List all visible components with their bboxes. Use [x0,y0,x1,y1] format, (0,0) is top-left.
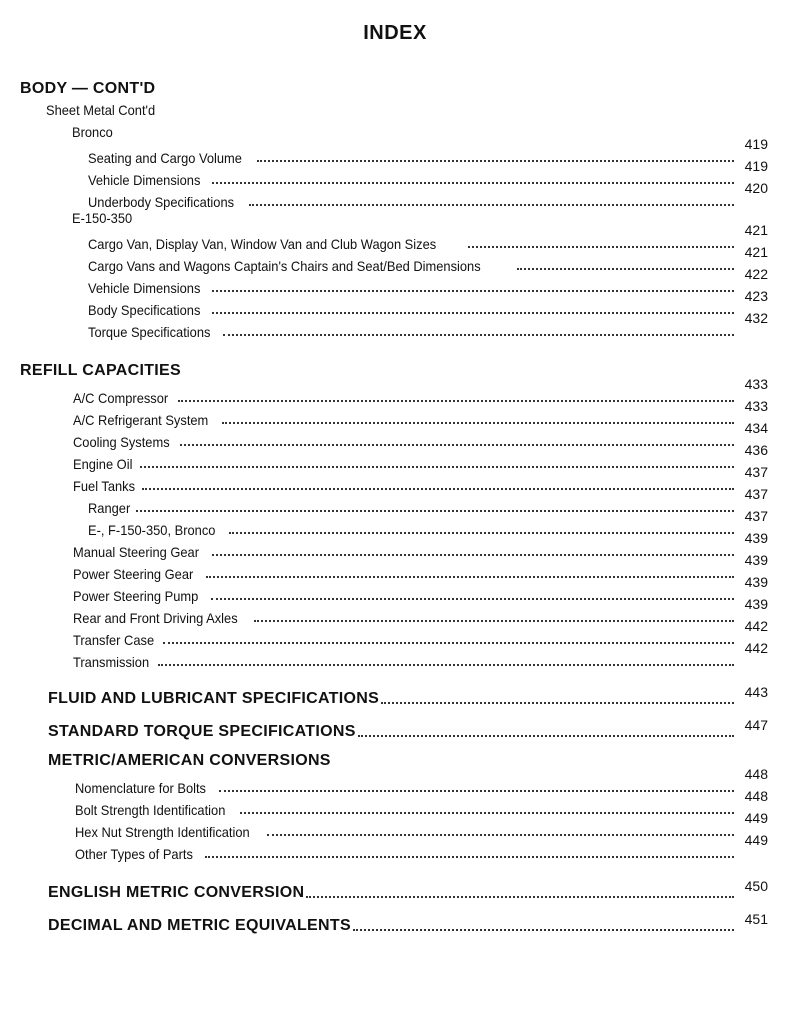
index-entry[interactable] [88,486,768,516]
entry-label: Bolt Strength Identification [75,802,226,818]
dot-leader [163,642,734,644]
entry-label: Ranger [88,500,131,516]
entry-label: Fuel Tanks [73,478,136,494]
dot-leader [381,702,734,704]
entry-label: Rear and Front Driving Axles [73,610,238,626]
dot-leader [178,400,734,402]
entry-label: Vehicle Dimensions [88,172,201,188]
dot-leader [306,896,734,898]
index-entry-english[interactable] [48,880,768,902]
page-number: 419 [744,158,768,174]
entry-label: DECIMAL AND METRIC EQUIVALENTS [48,917,351,934]
entry-label: A/C Refrigerant System [73,412,209,428]
page-number: 450 [744,878,768,894]
page-number: 439 [744,552,768,568]
dot-leader [249,204,734,206]
dot-leader [254,620,734,622]
page-number: 439 [744,574,768,590]
subsection-sheet-metal: Sheet Metal Cont'd [46,102,156,118]
section-heading-metric: METRIC/AMERICAN CONVERSIONS [48,752,331,769]
dot-leader [353,929,734,931]
entry-label: Body Specifications [88,302,201,318]
page-number: 448 [744,788,768,804]
dot-leader [142,488,734,490]
entry-label: Power Steering Pump [73,588,199,604]
entry-label: ENGLISH METRIC CONVERSION [48,884,305,901]
page-number: 439 [744,596,768,612]
page-title: INDEX [363,22,427,44]
entry-label: Torque Specifications [88,324,211,340]
page-number: 442 [744,640,768,656]
page-number: 451 [744,911,768,927]
entry-label: Transmission [73,654,150,670]
page-number: 432 [744,310,768,326]
dot-leader [229,532,734,534]
dot-leader [219,790,734,792]
page-number: 419 [744,136,768,152]
page-number: 433 [744,398,768,414]
entry-label: Underbody Specifications [88,194,235,210]
index-entry-torque[interactable] [48,719,768,741]
dot-leader [212,554,734,556]
entry-label: Hex Nut Strength Identification [75,824,250,840]
entry-label: A/C Compressor [73,390,169,406]
subsection-bronco: Bronco [72,124,113,140]
entry-label: Engine Oil [73,456,133,472]
page-number: 442 [744,618,768,634]
page-number: 443 [744,684,768,700]
dot-leader [212,312,734,314]
page-number: 437 [744,464,768,480]
dot-leader [222,422,734,424]
dot-leader [517,268,734,270]
dot-leader [257,160,734,162]
dot-leader [211,598,734,600]
section-heading-body: BODY — CONT'D [20,80,156,97]
page-number: 437 [744,508,768,524]
dot-leader [205,856,734,858]
page-number: 437 [744,486,768,502]
dot-leader [468,246,734,248]
page-number: 449 [744,832,768,848]
page-number: 423 [744,288,768,304]
page-number: 433 [744,376,768,392]
subsection-e150-350: E-150-350 [72,210,133,226]
entry-label: Cargo Vans and Wagons Captain's Chairs and Seat/Bed Dimensions [88,258,481,274]
index-entry[interactable] [88,136,768,166]
page-number: 420 [744,180,768,196]
dot-leader [206,576,734,578]
page-number: 421 [744,244,768,260]
entry-label: Power Steering Gear [73,566,194,582]
entry-label: STANDARD TORQUE SPECIFICATIONS [48,723,356,740]
page-number: 439 [744,530,768,546]
section-heading-refill: REFILL CAPACITIES [20,362,181,379]
page-number: 447 [744,717,768,733]
index-entry[interactable] [73,376,768,406]
dot-leader [212,182,734,184]
page-number: 448 [744,766,768,782]
entry-label: Nomenclature for Bolts [75,780,207,796]
entry-label: Manual Steering Gear [73,544,200,560]
entry-label: Cargo Van, Display Van, Window Van and Club Wagon Sizes [88,236,437,252]
index-entry-fluid[interactable] [48,686,768,708]
entry-label: Other Types of Parts [75,846,193,862]
dot-leader [180,444,734,446]
index-entry[interactable] [75,766,768,796]
page-number: 422 [744,266,768,282]
dot-leader [212,290,734,292]
page-number: 421 [744,222,768,238]
dot-leader [158,664,734,666]
entry-label: Cooling Systems [73,434,170,450]
entry-label: FLUID AND LUBRICANT SPECIFICATIONS [48,690,380,707]
page-number: 434 [744,420,768,436]
entry-label: Seating and Cargo Volume [88,150,242,166]
entry-label: Vehicle Dimensions [88,280,201,296]
page-number: 436 [744,442,768,458]
dot-leader [240,812,734,814]
dot-leader [140,466,734,468]
dot-leader [136,510,734,512]
page-number: 449 [744,810,768,826]
index-entry[interactable] [88,222,768,252]
dot-leader [267,834,734,836]
entry-label: Transfer Case [73,632,155,648]
entry-label: E-, F-150-350, Bronco [88,522,216,538]
index-entry-decimal[interactable] [48,913,768,935]
dot-leader [358,735,734,737]
dot-leader [223,334,734,336]
